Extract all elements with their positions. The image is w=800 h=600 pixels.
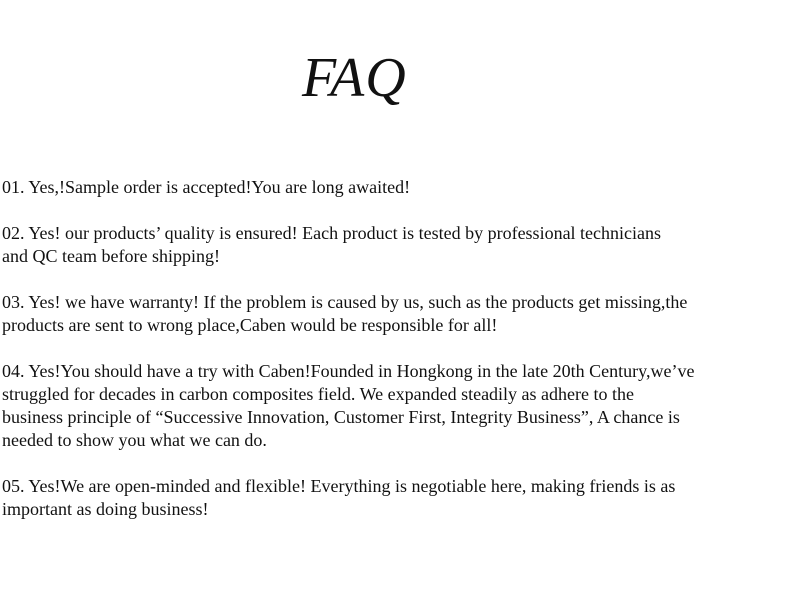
faq-line: and QC team before shipping! bbox=[2, 246, 220, 266]
faq-answer-01 bbox=[2, 176, 410, 199]
faq-line: struggled for decades in carbon composites field. We expanded steadily as adhere to the bbox=[2, 384, 635, 404]
faq-line: 05. Yes!We are open-minded and flexible! Everything is negotiable here, making friends is as bbox=[2, 476, 676, 496]
page-title: FAQ bbox=[302, 47, 407, 109]
faq-answer-02 bbox=[2, 222, 661, 268]
faq-answer-03 bbox=[2, 291, 687, 337]
faq-line: business principle of “Successive Innovation, Customer First, Integrity Business”, A chance is bbox=[2, 407, 680, 427]
faq-answer-05 bbox=[2, 475, 675, 521]
faq-line: 04. Yes!You should have a try with Caben!Founded in Hongkong in the late 20th Century,we’ve bbox=[2, 361, 695, 381]
faq-line: needed to show you what we can do. bbox=[2, 430, 267, 450]
faq-line: 01. Yes,!Sample order is accepted!You are long awaited! bbox=[2, 177, 411, 197]
faq-line: products are sent to wrong place,Caben would be responsible for all! bbox=[2, 315, 498, 335]
faq-answer-04 bbox=[2, 360, 694, 452]
faq-line: important as doing business! bbox=[2, 499, 209, 519]
faq-line: 03. Yes! we have warranty! If the problem is caused by us, such as the products get missing,the bbox=[2, 292, 688, 312]
faq-line: 02. Yes! our products’ quality is ensured! Each product is tested by professional technicians bbox=[2, 223, 662, 243]
